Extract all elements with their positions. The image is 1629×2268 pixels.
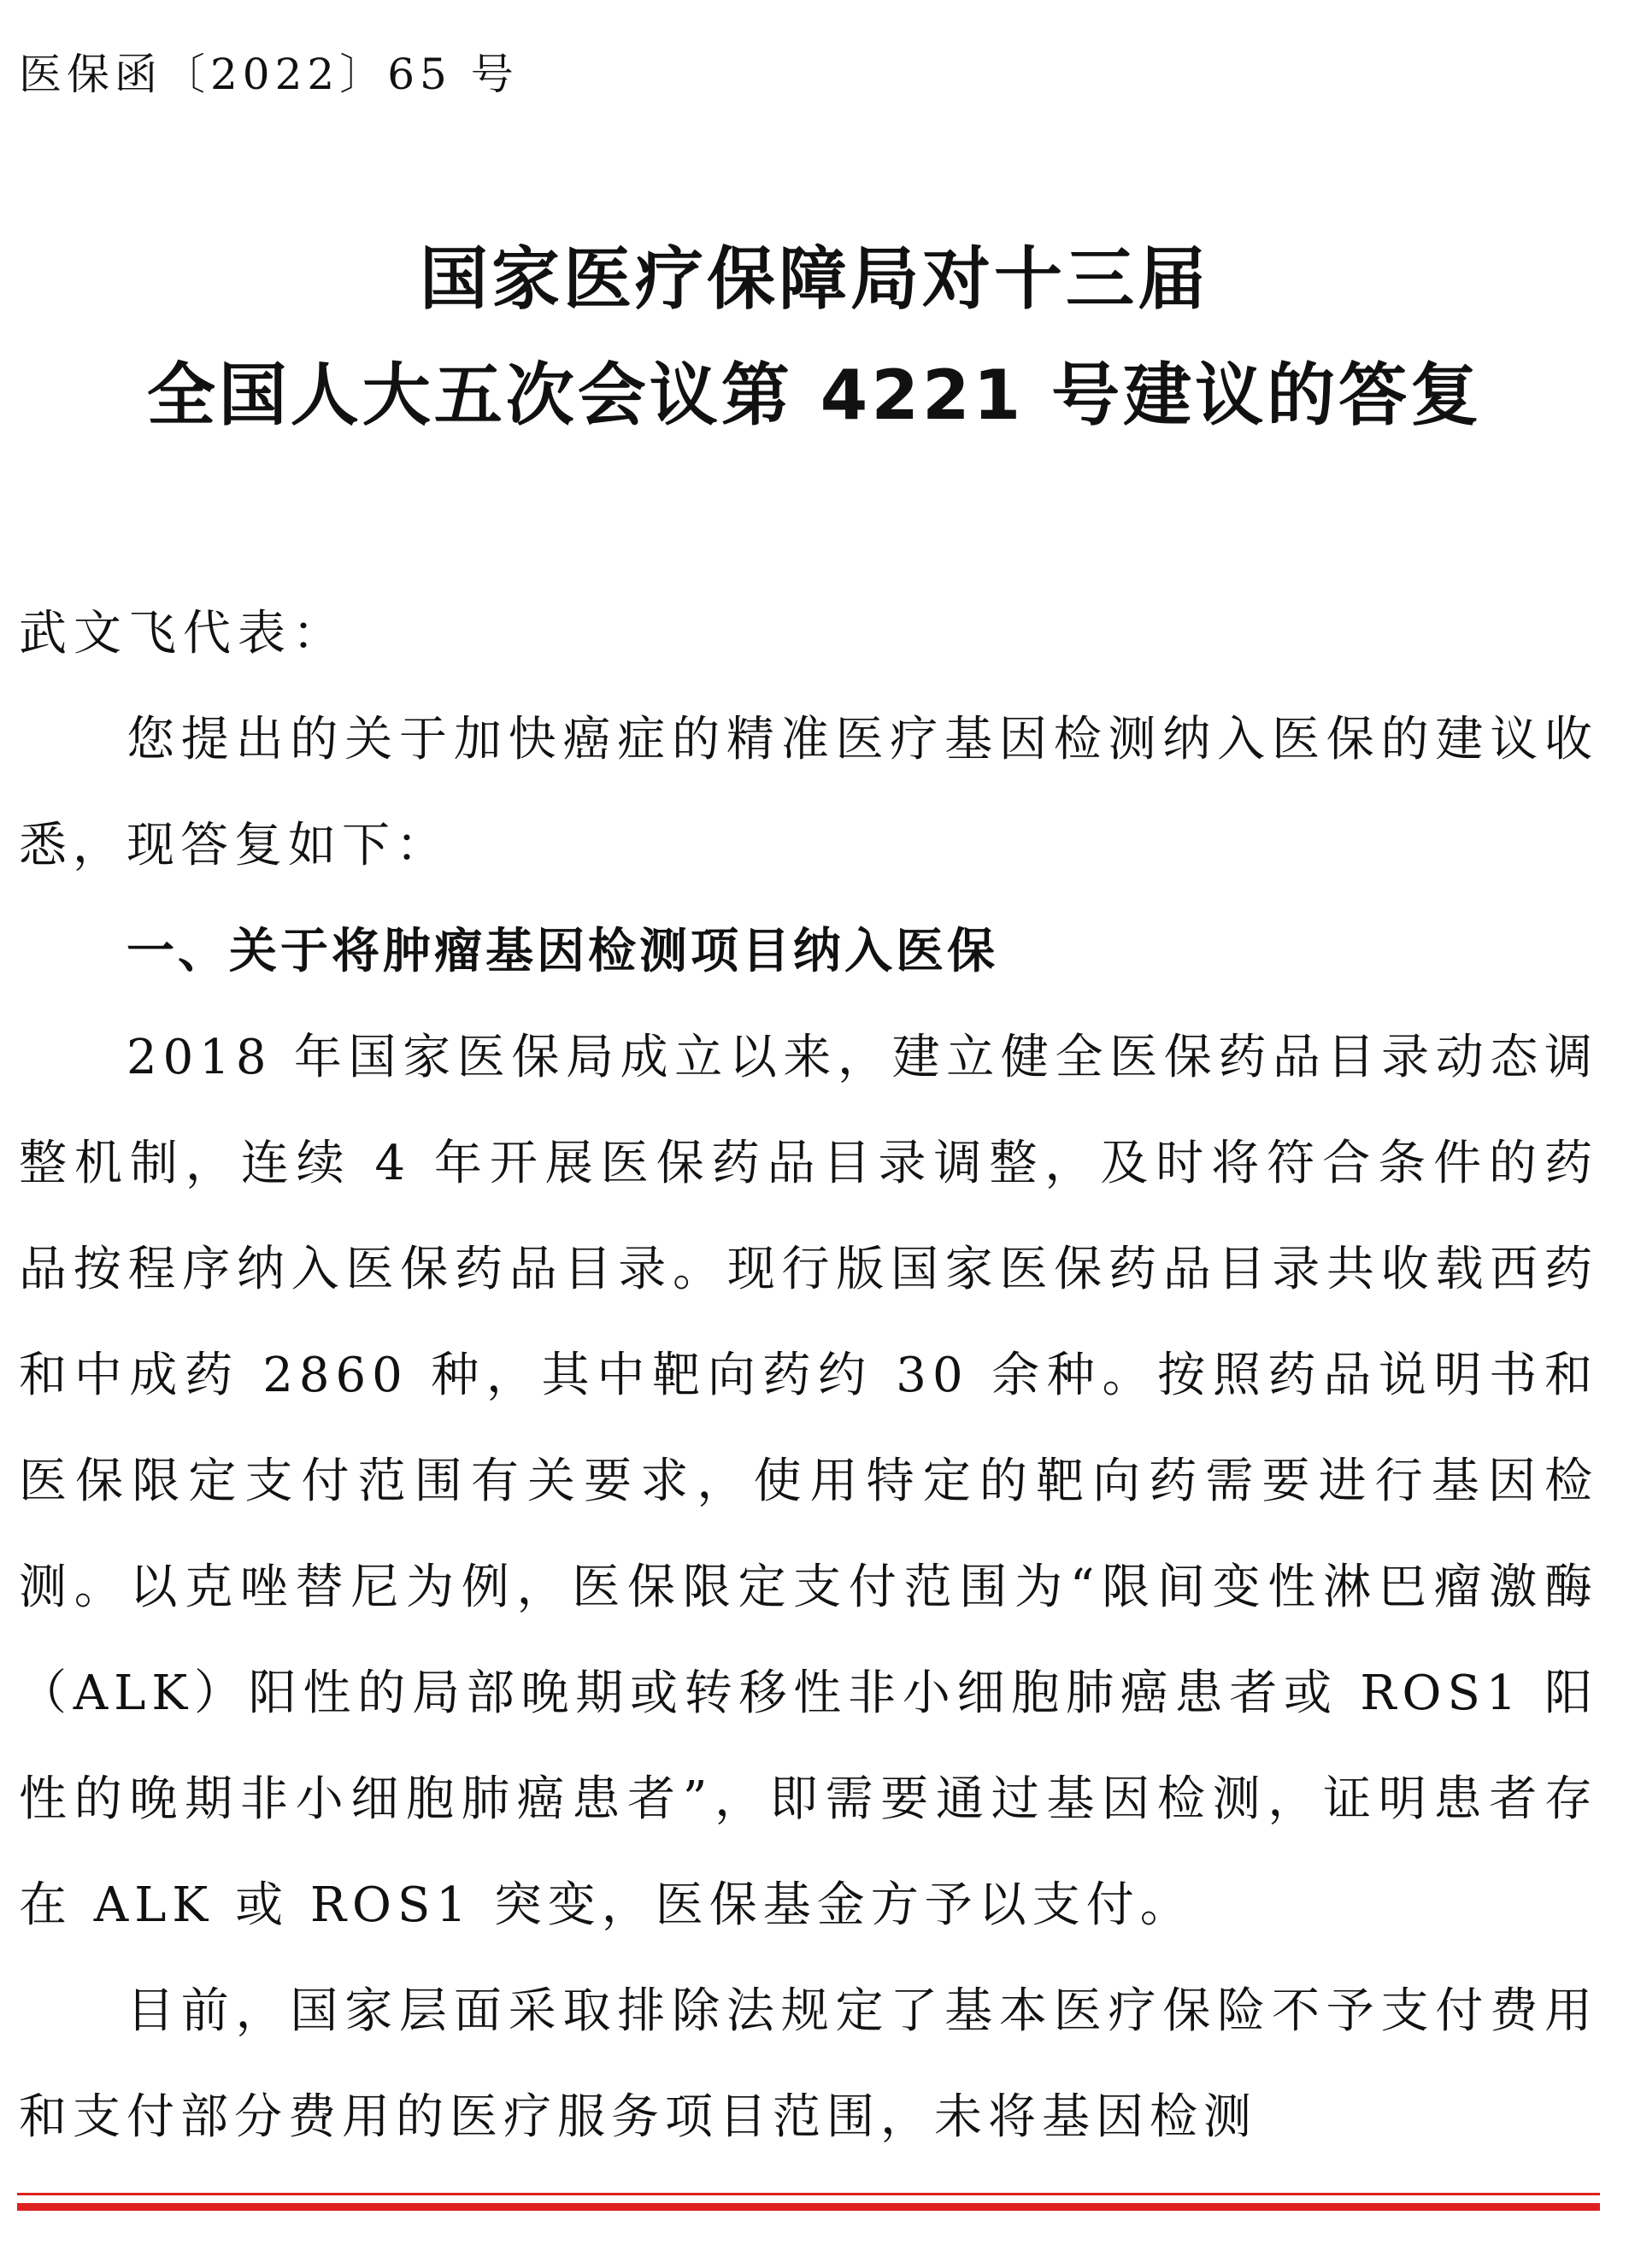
document-title-line-1: 国家医疗保障局对十三届 bbox=[420, 239, 1209, 319]
document-body bbox=[19, 581, 1598, 2171]
document-title-line-2: 全国人大五次会议第 4221 号建议的答复 bbox=[146, 355, 1483, 435]
document-number: 医保函〔2022〕65 号 bbox=[19, 50, 519, 99]
section-heading: 一、关于将肿瘤基因检测项目纳入医保 bbox=[126, 924, 998, 979]
footer-rule-thin bbox=[17, 2193, 1600, 2195]
salutation: 武文飞代表： bbox=[19, 606, 347, 661]
body-paragraph-1: 2018 年国家医保局成立以来，建立健全医保药品目录动态调整机制，连续 4 年开展医保药品目录调整，及时将符合条件的药品按程序纳入医保药品目录。现行版国家医保药品目录共收载西药和中成药 2860 种，其中靶向药约 30 余种。按照药品说明书和医保限定支付范围有关要求，使用特定的靶向药需要进行基因检测。以克唑替尼为例，医保限定支付范围为“限间变性淋巴瘤激酶（ALK）阳性的局部晚期或转移性非小细胞肺癌患者或 ROS1 阳性的晚期非小细胞肺癌患者”，即需要通过基因检测，证明患者存在 ALK 或 ROS1 突变，医保基金方予以支付。 bbox=[19, 1030, 1598, 1933]
intro-paragraph: 您提出的关于加快癌症的精准医疗基因检测纳入医保的建议收悉，现答复如下： bbox=[19, 712, 1598, 873]
footer-rule-thick bbox=[17, 2203, 1600, 2211]
body-paragraph-2: 目前，国家层面采取排除法规定了基本医疗保险不予支付费用和支付部分费用的医疗服务项目范围，未将基因检测 bbox=[19, 1983, 1598, 2145]
